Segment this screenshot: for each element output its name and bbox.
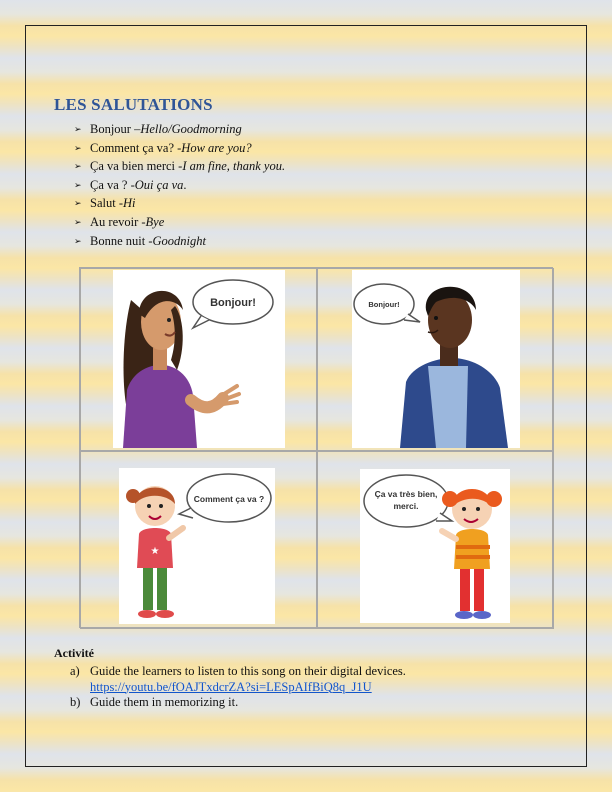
list-item: ➢ Comment ça va? - How are you? <box>74 139 285 158</box>
illustration-cell-man <box>317 268 554 451</box>
activity-item-label: a) <box>70 664 80 678</box>
illustration-table <box>79 267 553 628</box>
activity-item <box>70 695 406 711</box>
activity-item-text: Guide them in memorizing it. <box>90 695 239 709</box>
girl-2-bubble-line-2: merci. <box>393 501 419 511</box>
list-item: ➢ Salut - Hi <box>74 194 285 213</box>
arrow-bullet-icon: ➢ <box>74 235 82 246</box>
greetings-list <box>74 120 285 250</box>
activity-list <box>70 664 406 711</box>
activity-title: Activité <box>54 646 94 660</box>
illustration-cell-woman <box>80 268 317 451</box>
arrow-bullet-icon: ➢ <box>74 179 82 190</box>
list-item: ➢ Au revoir - Bye <box>74 213 285 232</box>
arrow-bullet-icon: ➢ <box>74 198 82 209</box>
arrow-bullet-icon: ➢ <box>74 216 82 227</box>
woman-illustration <box>113 270 285 448</box>
svg-text:★: ★ <box>150 546 160 557</box>
activity-item-text: Guide the learners to listen to this song on their digital devices. <box>90 664 406 678</box>
page-title: LES SALUTATIONS <box>54 95 213 114</box>
illustration-cell-girl-2 <box>317 451 554 629</box>
list-item: ➢ Ça va ? - Oui ça va . <box>74 176 285 195</box>
girl-illustration <box>119 468 275 624</box>
girl-2-illustration <box>360 469 510 623</box>
arrow-bullet-icon: ➢ <box>74 161 82 172</box>
man-bubble-text: Bonjour! <box>368 300 400 309</box>
list-item: ➢ Bonne nuit - Goodnight <box>74 232 285 251</box>
activity-item-label: b) <box>70 695 81 709</box>
girl-2-bubble-line-1: Ça va très bien, <box>374 489 438 499</box>
arrow-bullet-icon: ➢ <box>74 142 82 153</box>
list-item: ➢ Ça va bien merci - I am fine, thank you. <box>74 157 285 176</box>
woman-bubble-text: Bonjour! <box>210 297 256 309</box>
arrow-bullet-icon: ➢ <box>74 124 82 134</box>
list-item: ➢ Bonjour – Hello/Goodmorning <box>74 120 285 139</box>
man-illustration <box>352 270 520 448</box>
girl-bubble-text: Comment ça va ? <box>193 494 265 504</box>
youtube-link[interactable]: https://youtu.be/fOAJTxdcrZA?si=LESpAIfBiQ8q_J1U <box>90 679 372 694</box>
illustration-cell-girl <box>80 451 317 629</box>
activity-item <box>70 664 406 695</box>
